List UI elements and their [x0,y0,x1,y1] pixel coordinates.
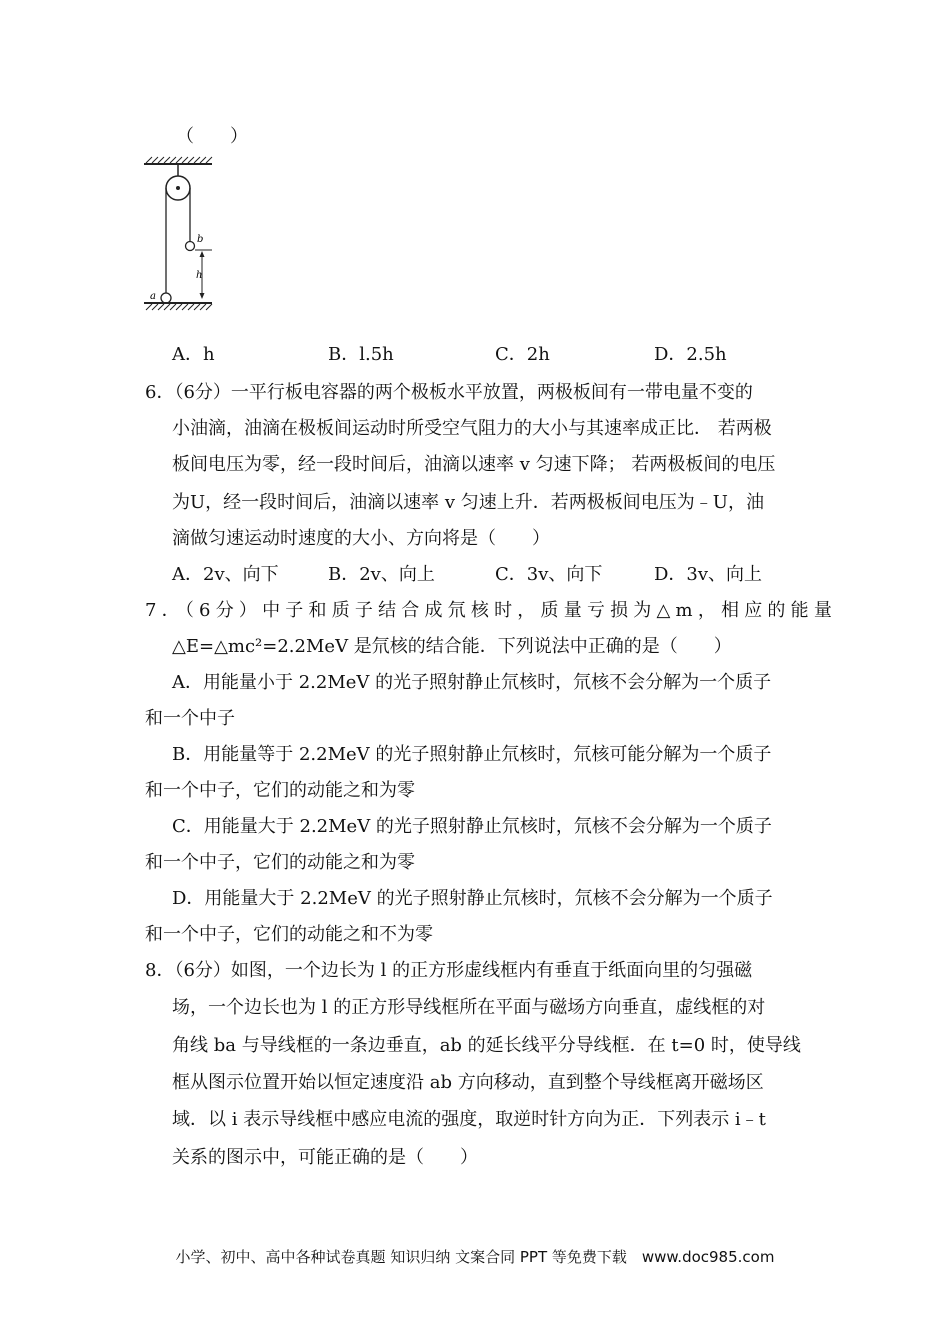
q6-option-c: C．3v、向下 [495,564,603,585]
label-b: b [197,234,204,245]
q7-option-b-line-1: B．用能量等于 2.2MeV 的光子照射静止氘核时，氘核可能分解为一个质子 [172,744,772,765]
q5-answer-paren: （ ） [176,126,248,147]
q6-option-d: D．3v、向上 [654,564,763,585]
q6-line-1: 6．（6分）一平行板电容器的两个极板水平放置，两极板间有一带电量不变的 [145,382,753,403]
q5-option-b: B．l.5h [328,344,394,365]
label-a: a [150,291,156,302]
q5-option-a: A．h [172,344,215,365]
q7-option-a-line-1: A．用能量小于 2.2MeV 的光子照射静止氘核时，氘核不会分解为一个质子 [172,672,772,693]
q7-line-2: △E=△mc²=2.2MeV 是氘核的结合能．下列说法中正确的是（ ） [172,636,732,657]
pulley-figure [140,150,230,320]
q5-option-c: C．2h [495,344,550,365]
q8-line-5: 域．以 i 表示导线框中感应电流的强度，取逆时针方向为正．下列表示 i﹣t [172,1109,766,1130]
q6-option-a: A．2v、向下 [172,564,279,585]
q8-line-3: 角线 ba 与导线框的一条边垂直，ab 的延长线平分导线框．在 t=0 时，使导线 [172,1035,801,1056]
q8-line-2: 场，一个边长也为 l 的正方形导线框所在平面与磁场方向垂直，虚线框的对 [172,997,766,1018]
q7-option-c-line-2: 和一个中子，它们的动能之和为零 [145,852,415,873]
q7-option-d-line-1: D．用能量大于 2.2MeV 的光子照射静止氘核时，氘核不会分解为一个质子 [172,888,773,909]
q7-option-c-line-1: C．用能量大于 2.2MeV 的光子照射静止氘核时，氘核不会分解为一个质子 [172,816,772,837]
q7-option-a-line-2: 和一个中子 [145,708,235,729]
q8-line-4: 框从图示位置开始以恒定速度沿 ab 方向移动，直到整个导线框离开磁场区 [172,1072,764,1093]
label-h: h [196,270,203,281]
q6-option-b: B．2v、向上 [328,564,435,585]
q8-line-1: 8．（6分）如图，一个边长为 l 的正方形虚线框内有垂直于纸面向里的匀强磁 [145,960,753,981]
q5-option-d: D．2.5h [654,344,727,365]
q6-line-4: 为U，经一段时间后，油滴以速率 v 匀速上升．若两极板间电压为﹣U，油 [172,492,764,513]
q6-line-5: 滴做匀速运动时速度的大小、方向将是（ ） [172,528,550,549]
q6-line-2: 小油滴，油滴在极板间运动时所受空气阻力的大小与其速率成正比． 若两极 [172,418,772,439]
q7-option-b-line-2: 和一个中子，它们的动能之和为零 [145,780,415,801]
page-footer: 小学、初中、高中各种试卷真题 知识归纳 文案合同 PPT 等免费下载 www.doc985.com [175,1248,775,1266]
q6-line-3: 板间电压为零，经一段时间后，油滴以速率 v 匀速下降； 若两极板间的电压 [172,454,776,475]
q7-line-1: 7．（6分）中子和质子结合成氘核时，质量亏损为△m，相应的能量 [145,600,838,621]
q7-option-d-line-2: 和一个中子，它们的动能之和不为零 [145,924,433,945]
q8-line-6: 关系的图示中，可能正确的是（ ） [172,1147,478,1168]
